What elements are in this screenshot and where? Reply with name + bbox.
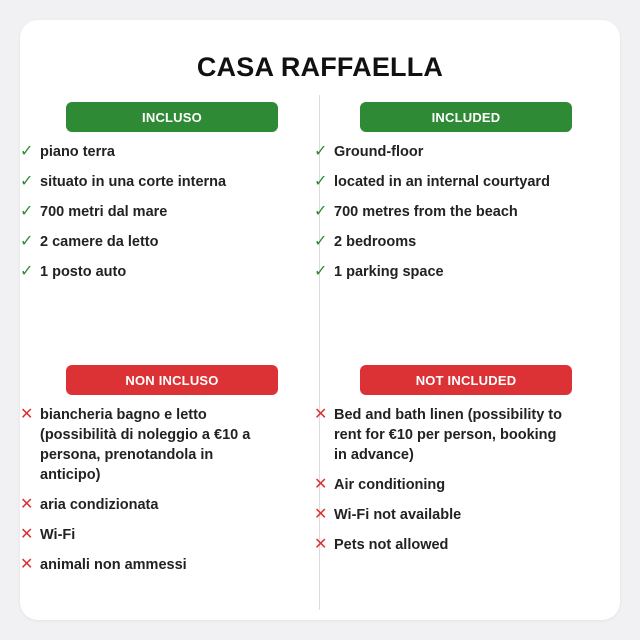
list-item: ✕ Wi-Fi [20,526,76,543]
list-item: ✕ Bed and bath linen (possibility to rent for €10 per person, booking in advance) [314,406,562,463]
list-item: ✕ animali non ammessi [20,556,187,573]
list-item: ✕ Air conditioning [314,476,446,493]
cross-icon: ✕ [20,406,34,423]
not-included-en-list [314,405,564,555]
included-it-list [20,142,270,282]
list-item: ✕ Wi-Fi not available [314,506,462,523]
list-item: ✓ situato in una corte interna [20,173,227,190]
list-item: ✓ 2 bedrooms [314,233,417,250]
not-included-it-badge: NON INCLUSO [66,365,278,395]
list-item: ✓ piano terra [20,143,115,160]
cross-icon: ✕ [314,406,328,423]
check-icon: ✓ [20,143,34,160]
list-item: ✓ 2 camere da letto [20,233,159,250]
not-included-it-section [20,365,270,585]
included-en-list [314,142,564,282]
list-item: ✓ 700 metri dal mare [20,203,168,220]
check-icon: ✓ [314,143,328,160]
page-title: CASA RAFFAELLA [196,52,444,82]
list-item: ✓ 1 posto auto [20,263,127,280]
not-included-it-list [20,405,270,575]
list-item: ✕ biancheria bagno e letto (possibilità di noleggio a €10 a persona, prenotandola in anticipo) [20,406,251,483]
cross-icon: ✕ [314,476,328,493]
not-included-en-section [314,365,564,565]
list-item: ✕ Pets not allowed [314,536,449,553]
list-item: ✕ aria condizionata [20,496,159,513]
check-icon: ✓ [314,233,328,250]
list-item: ✓ located in an internal courtyard [314,173,550,190]
check-icon: ✓ [20,173,34,190]
check-icon: ✓ [20,263,34,280]
not-included-en-badge: NOT INCLUDED [360,365,572,395]
included-it-section [20,102,270,292]
included-en-badge: INCLUDED [360,102,572,132]
cross-icon: ✕ [314,536,328,553]
list-item: ✓ Ground-floor [314,143,424,160]
included-en-section [314,102,564,292]
included-it-badge: INCLUSO [66,102,278,132]
list-item: ✓ 700 metres from the beach [314,203,518,220]
cross-icon: ✕ [314,506,328,523]
cross-icon: ✕ [20,526,34,543]
check-icon: ✓ [314,203,328,220]
check-icon: ✓ [20,233,34,250]
check-icon: ✓ [314,173,328,190]
check-icon: ✓ [20,203,34,220]
cross-icon: ✕ [20,496,34,513]
check-icon: ✓ [314,263,328,280]
list-item: ✓ 1 parking space [314,263,444,280]
info-card [20,20,620,620]
cross-icon: ✕ [20,556,34,573]
